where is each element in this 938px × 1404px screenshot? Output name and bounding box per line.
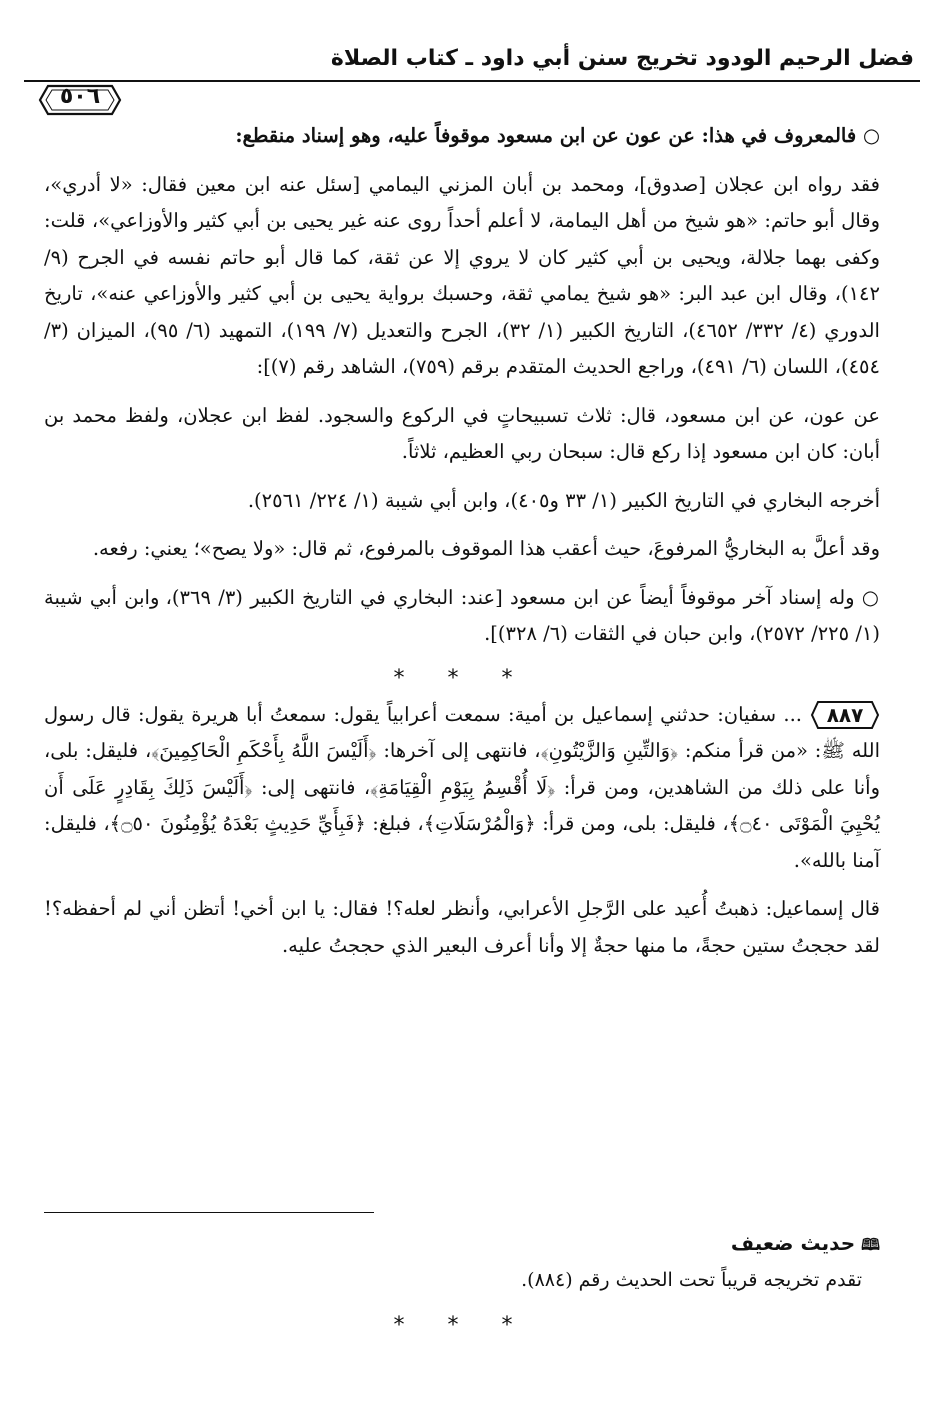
grading-label: حديث ضعيف (730, 1231, 856, 1255)
paragraph-text-of-athar: عن عون، عن ابن مسعود، قال: ثلاث تسبيحاتٍ في الركوع والسجود. لفظ ابن عجلان، ولفظ محمد بن أبان: كان ابن مسعود إذا ركع قال: سبحان ربي العظيم، ثلاثاً. (44, 403, 880, 463)
grading-note: تقدم تخريجه قريباً تحت الحديث رقم (٨٨٤). (521, 1269, 862, 1291)
page-number: ٥٠٦ (59, 84, 101, 109)
grading-heading (44, 1226, 880, 1262)
paragraph-other-chain: ○ وله إسناد آخر موقوفاً أيضاً عن ابن مسعود [عند: البخاري في التاريخ الكبير (٣/ ٣٦٩)، وابن أبي شيبة (١/ ٢٢٥/ ٢٥٧٢)، وابن حبان في الثقات (٦/ ٣٢٨)]. (44, 585, 880, 645)
hadith-number: ٨٨٧ (826, 703, 864, 727)
book-icon: 🕮 (861, 1235, 880, 1254)
running-title: فضل الرحيم الودود تخريج سنن أبي داود ـ كتاب الصلاة (330, 46, 914, 71)
paragraph-ismail-comment: قال إسماعيل: ذهبتُ أُعيد على الرَّجلِ الأعرابي، وأنظر لعله؟! فقال: يا ابن أخي! أتظن أني لم أحفظه؟! لقد حججتُ ستين حجةً، ما منها حجةٌ إلا وأنا أعرف البعير الذي حججتُ عليه. (44, 897, 880, 957)
paragraph-known-chain: ○ فالمعروف في هذا: عن عون عن ابن مسعود موقوفاً عليه، وهو إسناد منقطع: (235, 124, 880, 147)
hadith-number-badge (810, 699, 880, 731)
header-rule (24, 80, 920, 82)
hadith-887 (44, 697, 880, 880)
main-text (44, 118, 880, 976)
page-header (24, 28, 920, 109)
footnote-divider (44, 1212, 374, 1213)
footnote (44, 1226, 880, 1344)
paragraph-takhrij: أخرجه البخاري في التاريخ الكبير (١/ ٣٣ و٤٠٥)، وابن أبي شيبة (١/ ٢٢٤/ ٢٥٦١). (247, 488, 880, 512)
section-separator: * * * (393, 665, 531, 691)
end-separator: * * * (393, 1313, 531, 1338)
hadith-text: ... سفيان: حدثني إسماعيل بن أمية: سمعت أعرابياً يقول: سمعتُ أبا هريرة يقول: قال رسول الله ﷺ: «من قرأ منكم: ﴿وَالتِّينِ وَالزَّيْتُونِ﴾، فانتهى إلى آخرها: ﴿أَلَيْسَ اللَّهُ بِأَحْكَمِ الْحَاكِمِينَ﴾، فليقل: بلى، وأنا على ذلك من الشاهدين، ومن قرأ: ﴿لَا أُقْسِمُ بِيَوْمِ الْقِيَامَةِ﴾، فانتهى إلى: ﴿أَلَيْسَ ذَلِكَ بِقَادِرٍ عَلَى أَن يُحْيِيَ الْمَوْتَى ۝٤٠﴾، فليقل: بلى، ومن قرأ: ﴿وَالْمُرْسَلَاتِ﴾، فبلغ: ﴿فَبِأَيِّ حَدِيثٍ بَعْدَهُ يُؤْمِنُونَ ۝٥٠﴾، فليقل: آمنا بالله». (44, 702, 881, 872)
paragraph-narrators: فقد رواه ابن عجلان [صدوق]، ومحمد بن أبان المزني اليمامي [سئل عنه ابن معين فقال: «لا أدري»، وقال أبو حاتم: «هو شيخ من أهل اليمامة، لا أعلم أحداً روى عنه غير يحيى بن أبي كثير والأوزاعي»، قلت: وكفى بهما جلالة، ويحيى بن أبي كثير كان لا يروي إلا عن ثقة، كما قال أبو حاتم نفسه في الجرح (٩/ ١٤٢)، وقال ابن عبد البر: «هو شيخ يمامي ثقة، وحسبك برواية يحيى بن أبي كثير والأوزاعي عنه»، تاريخ الدوري (٤/ ٣٣٢/ ٤٦٥٢)، التاريخ الكبير (١/ ٣٢)، الجرح والتعديل (٧/ ١٩٩)، التمهيد (٦/ ٩٥)، الميزان (٣/ ٤٥٤)، اللسان (٦/ ٤٩١)، وراجع الحديث المتقدم برقم (٧٥٩)، الشاهد رقم (٧)]: (44, 172, 880, 378)
page-number-badge (38, 82, 122, 118)
paragraph-illah: وقد أعلَّ به البخاريُّ المرفوعَ، حيث أعقب هذا الموقوف بالمرفوع، ثم قال: «ولا يصح»؛ يعني: رفعه. (92, 537, 880, 560)
